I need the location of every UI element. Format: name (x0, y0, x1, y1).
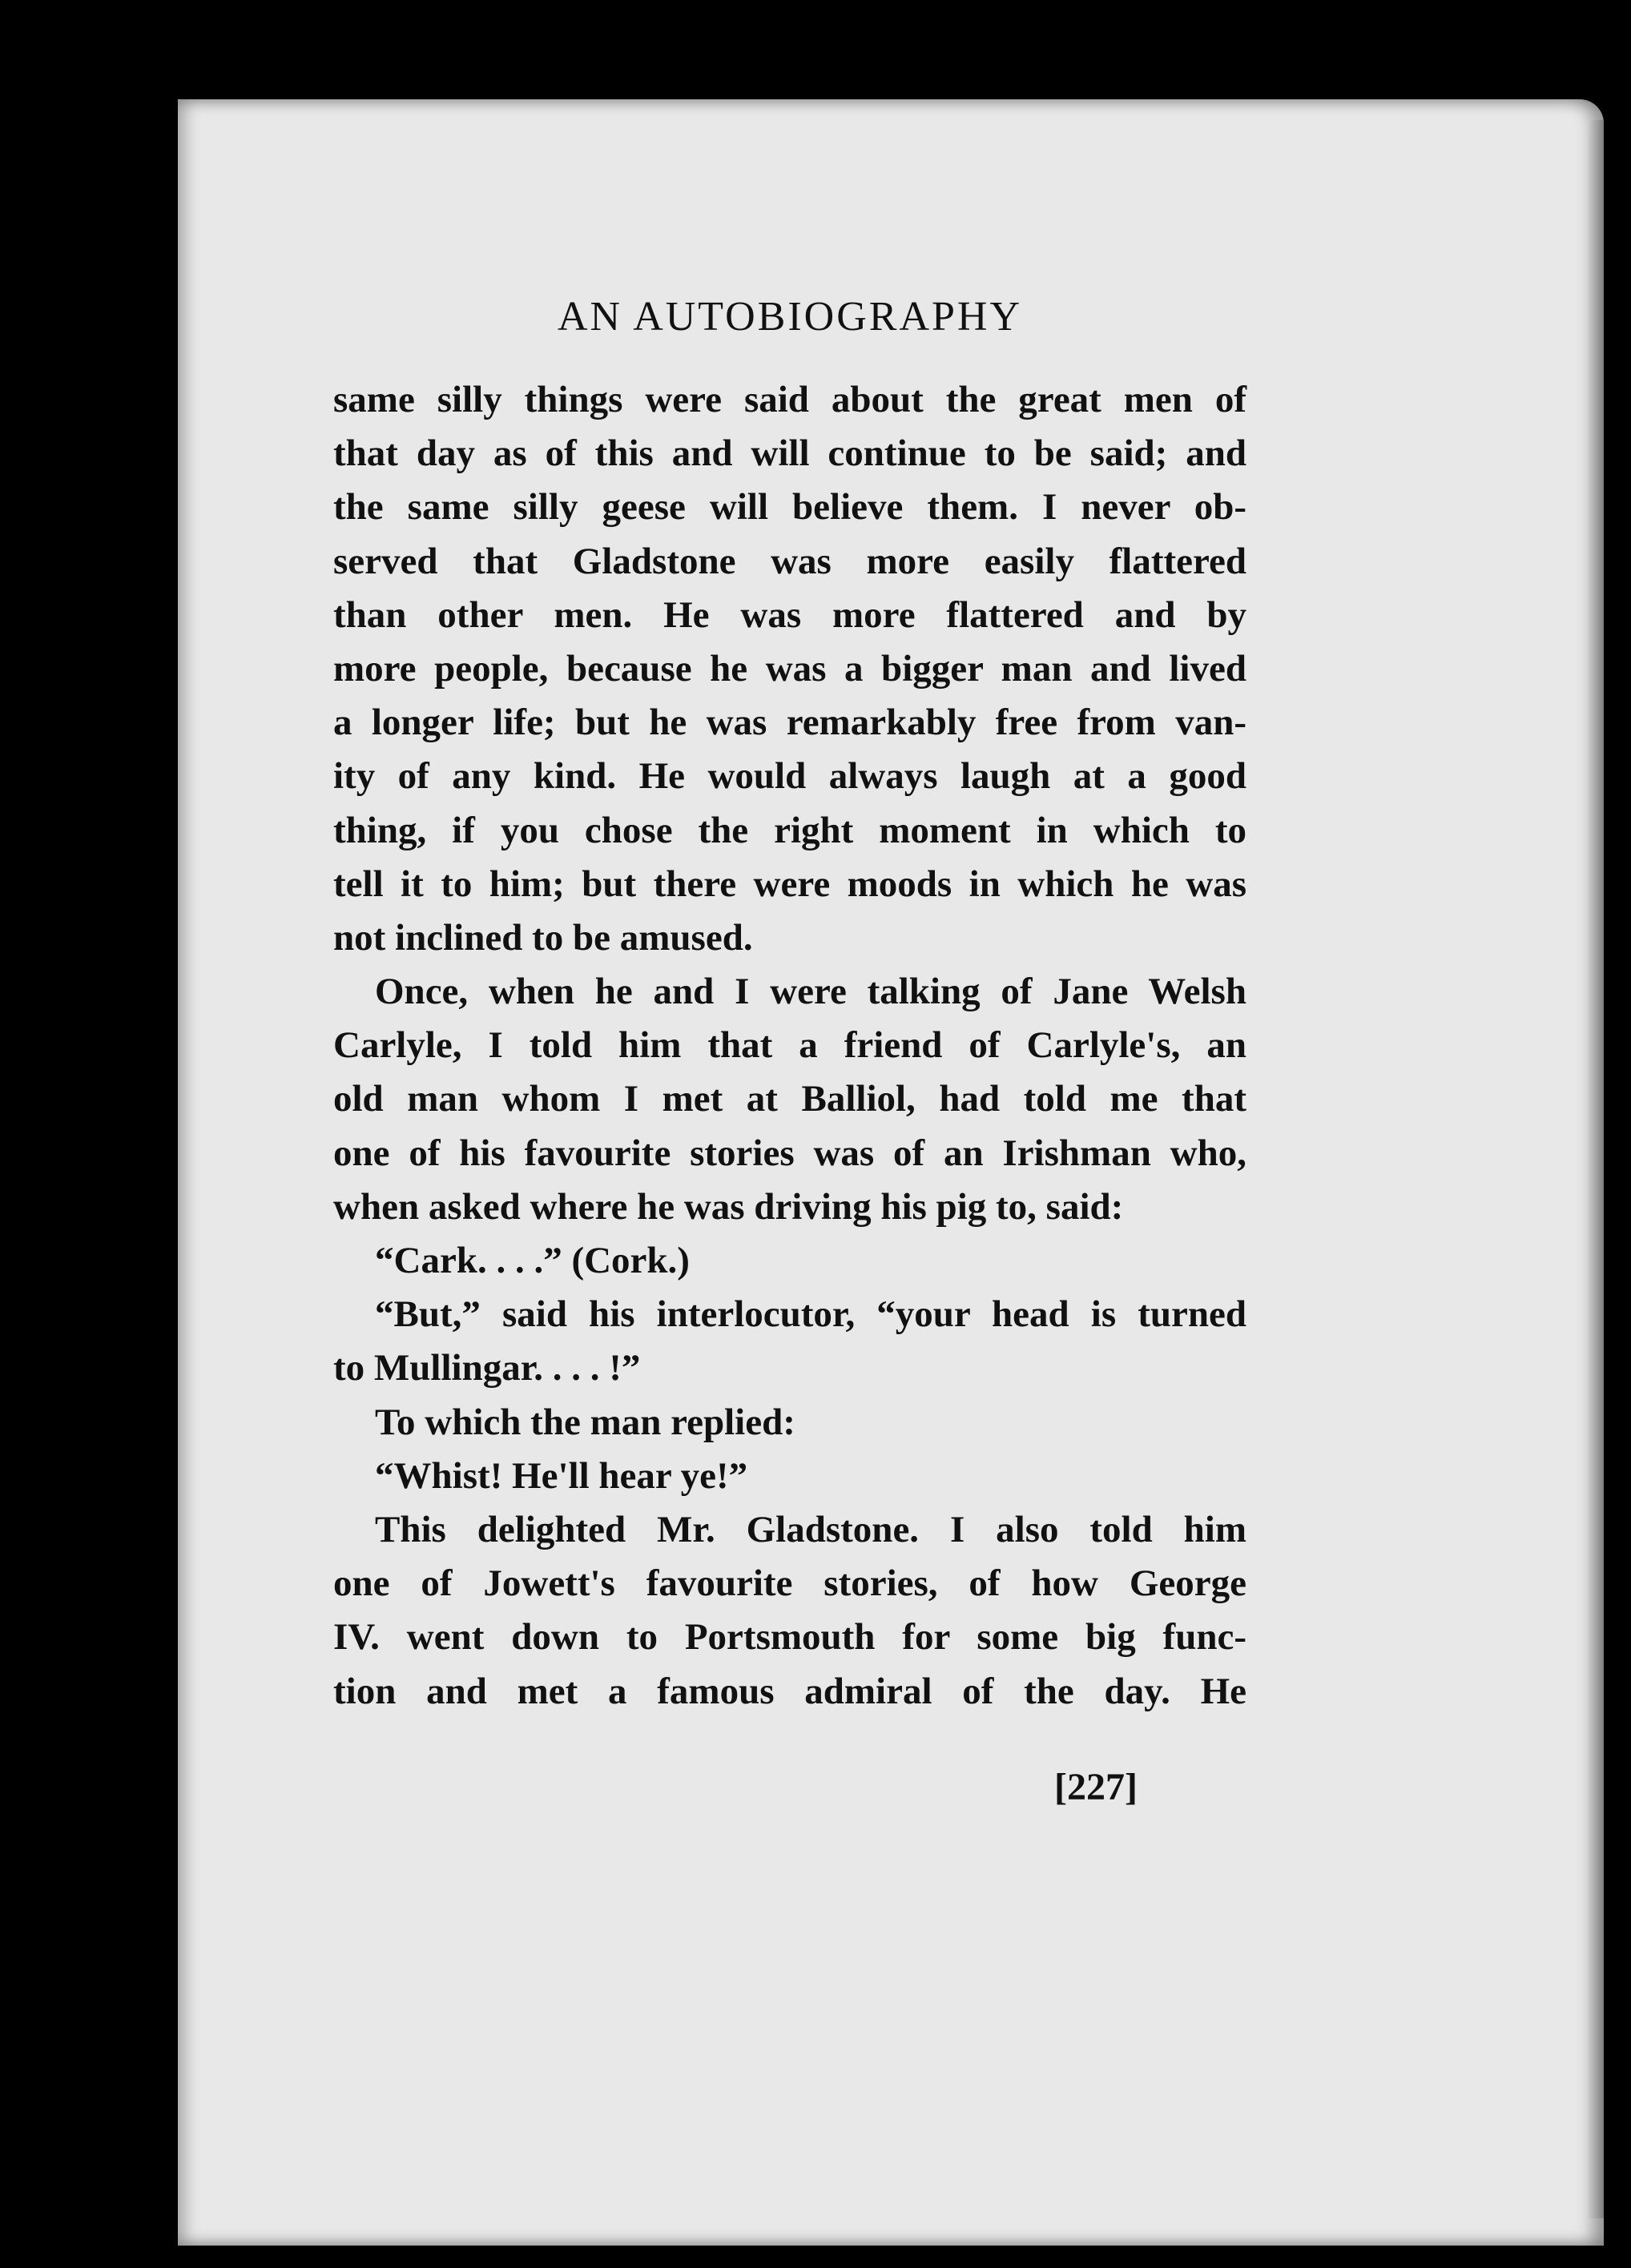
text-line: one of his favourite stories was of an Irishman who, (333, 1132, 1246, 1174)
text-line: old man whom I met at Balliol, had told me that (333, 1078, 1246, 1120)
text-line: than other men. He was more flattered and by (333, 593, 1246, 636)
text-line: To which the man replied: (375, 1401, 795, 1443)
text-line: a longer life; but he was remarkably free from van- (333, 702, 1246, 744)
page-edge (1588, 120, 1604, 2218)
text-line: Carlyle, I told him that a friend of Carlyle's, an (333, 1024, 1246, 1067)
text-line: same silly things were said about the great men of (333, 379, 1246, 420)
text-line: that day as of this and will continue to be said; and (333, 432, 1246, 475)
text-line: tion and met a famous admiral of the day. He (333, 1670, 1246, 1712)
body-text (333, 373, 1246, 1719)
text-line: served that Gladstone was more easily flattered (333, 540, 1246, 582)
text-line: “Cark. . . .” (Cork.) (375, 1240, 690, 1281)
text-line: when asked where he was driving his pig to, said: (333, 1185, 1124, 1228)
text-line: more people, because he was a bigger man and lived (333, 647, 1246, 690)
text-line: not inclined to be amused. (333, 916, 753, 959)
text-line: “Whist! He'll hear ye!” (375, 1454, 748, 1497)
text-line: tell it to him; but there were moods in which he was (333, 863, 1246, 905)
text-line: Once, when he and I were talking of Jane Welsh (375, 971, 1246, 1013)
text-line: one of Jowett's favourite stories, of how George (333, 1562, 1246, 1605)
running-head: AN AUTOBIOGRAPHY (557, 294, 1023, 340)
text-line: ity of any kind. He would always laugh at a good (333, 755, 1246, 798)
text-line: thing, if you chose the right moment in which to (333, 809, 1246, 851)
text-line: “But,” said his interlocutor, “your head is turned (375, 1293, 1246, 1336)
text-line: the same silly geese will believe them. I never ob- (333, 486, 1246, 529)
text-line: IV. went down to Portsmouth for some big func- (333, 1616, 1246, 1659)
page-number: [227] (1054, 1766, 1138, 1808)
text-line: This delighted Mr. Gladstone. I also told him (375, 1508, 1246, 1550)
text-line: to Mullingar. . . . !” (333, 1347, 641, 1389)
